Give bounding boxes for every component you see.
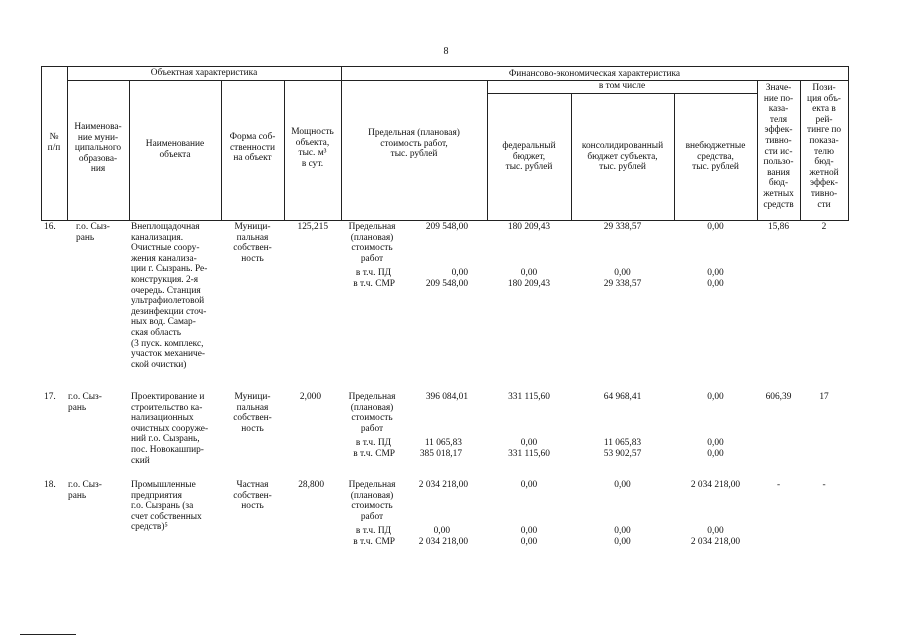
row-consolidated-pd: 0,00 xyxy=(614,268,631,278)
row-smr-label: в т.ч. СМР xyxy=(353,537,395,547)
row-extra-pd: 0,00 xyxy=(707,438,724,448)
row-pd-label: в т.ч. ПД xyxy=(355,526,391,536)
row-extra-smr: 2 034 218,00 xyxy=(690,537,741,547)
row-total-smr: 385 018,17 xyxy=(419,449,462,459)
row-consolidated-pd: 11 065,83 xyxy=(603,438,642,448)
row-smr-label: в т.ч. СМР xyxy=(353,279,395,289)
row-extra-pd: 0,00 xyxy=(707,526,724,536)
row-ownership: Частная собствен- ность xyxy=(233,480,272,512)
header-col-object: Наименование объекта xyxy=(145,139,205,160)
row-extra: 0,00 xyxy=(707,222,724,232)
header-col-extrabudget: внебюджетные средства, тыс. рублей xyxy=(685,141,746,173)
row-total: 2 034 218,00 xyxy=(418,480,468,490)
header-col-municipality: Наименова- ние муни- ципального образова- ния xyxy=(74,122,122,175)
row-consolidated: 64 968,41 xyxy=(603,392,642,402)
row-total-pd: 11 065,83 xyxy=(424,438,462,448)
header-col-position: Пози- ция объ- екта в рей- тинге по показа- телю бюд- жетной эффек- тивно- сти xyxy=(806,83,842,210)
row-total: 396 084,01 xyxy=(425,392,468,402)
header-col-capacity: Мощность объекта, тыс. м³ в сут. xyxy=(291,127,334,169)
row-total-smr: 209 548,00 xyxy=(425,279,468,289)
row-number: 18. xyxy=(44,480,56,490)
row-position: 17 xyxy=(819,392,829,402)
footnote-separator xyxy=(20,634,76,635)
row-ownership: Муници- пальная собствен- ность xyxy=(233,222,272,264)
row-federal: 180 209,43 xyxy=(507,222,551,232)
row-capacity: 125,215 xyxy=(297,222,328,232)
row-capacity: 2,000 xyxy=(299,392,321,402)
header-in-that-number: в том числе xyxy=(598,81,646,91)
row-cost-label: Предельная (плановая) стоимость работ xyxy=(348,222,396,264)
page-number: 8 xyxy=(443,46,449,57)
row-object-name: Внеплощадочная канализация. Очистные соору- жения канализа- ции г. Сызрань. Ре- конструкция. 2-я очередь. Станция ультрафиолетовой дезинфекции сточ- ных вод. Самар- ская область (3 пуск. комплекс, участок механиче- ской очистки) xyxy=(131,222,208,370)
row-extra-smr: 0,00 xyxy=(707,449,724,459)
header-col-ownership: Форма соб- ственности на объект xyxy=(229,132,276,164)
row-position: 2 xyxy=(821,222,827,232)
row-federal: 0,00 xyxy=(520,480,538,490)
row-federal: 331 115,60 xyxy=(508,392,550,402)
row-cost-label: Предельная (плановая) стоимость работ xyxy=(348,480,396,522)
row-federal-smr: 0,00 xyxy=(520,537,538,547)
row-municipality: г.о. Сыз- рань xyxy=(76,222,110,243)
row-pd-label: в т.ч. ПД xyxy=(355,438,391,448)
header-col-cost: Предельная (плановая) стоимость работ, тыс. рублей xyxy=(368,128,460,160)
header-group-finance: Финансово-экономическая характеристика xyxy=(508,69,681,79)
row-extra-smr: 0,00 xyxy=(707,279,724,289)
row-consolidated-pd: 0,00 xyxy=(614,526,631,536)
row-efficiency: - xyxy=(776,480,781,490)
row-federal-pd: 0,00 xyxy=(520,438,538,448)
row-total-pd: 0,00 xyxy=(433,526,450,536)
row-consolidated-smr: 53 902,57 xyxy=(603,449,642,459)
row-smr-label: в т.ч. СМР xyxy=(353,449,395,459)
row-consolidated-smr: 29 338,57 xyxy=(603,279,642,289)
row-total-smr: 2 034 218,00 xyxy=(418,537,468,547)
row-municipality: г.о. Сыз- рань xyxy=(68,392,102,413)
row-ownership: Муници- пальная собствен- ность xyxy=(233,392,272,434)
row-federal-smr: 180 209,43 xyxy=(507,279,551,289)
row-number: 16. xyxy=(44,222,56,232)
row-position: - xyxy=(822,480,826,490)
row-consolidated: 29 338,57 xyxy=(603,222,642,232)
row-cost-label: Предельная (плановая) стоимость работ xyxy=(348,392,396,434)
row-federal-pd: 0,00 xyxy=(520,526,538,536)
row-number: 17. xyxy=(44,392,56,402)
header-col-consolidated: консолидированный бюджет субъекта, тыс. рублей xyxy=(581,141,664,173)
header-col-efficiency: Значе- ние по- каза- теля эффек- тивно- сти ис- пользо- вания бюд- жетных средств xyxy=(763,83,794,210)
row-municipality: г.о. Сыз- рань xyxy=(68,480,102,501)
header-col-federal: федеральный бюджет, тыс. рублей xyxy=(502,141,556,173)
row-federal-smr: 331 115,60 xyxy=(508,449,550,459)
row-object-name: Проектирование и строительство ка- нализационных очистных сооруже- ний г.о. Сызрань, пос. Новокашпир- ский xyxy=(131,392,209,466)
row-efficiency: 606,39 xyxy=(765,392,792,402)
row-extra: 2 034 218,00 xyxy=(690,480,741,490)
row-consolidated: 0,00 xyxy=(614,480,631,490)
row-efficiency: 15,86 xyxy=(767,222,790,232)
row-consolidated-smr: 0,00 xyxy=(614,537,631,547)
header-group-object: Объектная характеристика xyxy=(150,68,258,78)
row-capacity: 28,800 xyxy=(298,480,324,490)
row-object-name: Промышленные предприятия г.о. Сызрань (за счет собственных средств)⁵ xyxy=(131,480,202,533)
row-extra: 0,00 xyxy=(707,392,724,402)
row-total-pd: 0,00 xyxy=(451,268,468,278)
header-col-num: № п/п xyxy=(47,132,61,153)
row-extra-pd: 0,00 xyxy=(707,268,724,278)
row-pd-label: в т.ч. ПД xyxy=(355,268,391,278)
row-federal-pd: 0,00 xyxy=(520,268,538,278)
row-total: 209 548,00 xyxy=(425,222,468,232)
